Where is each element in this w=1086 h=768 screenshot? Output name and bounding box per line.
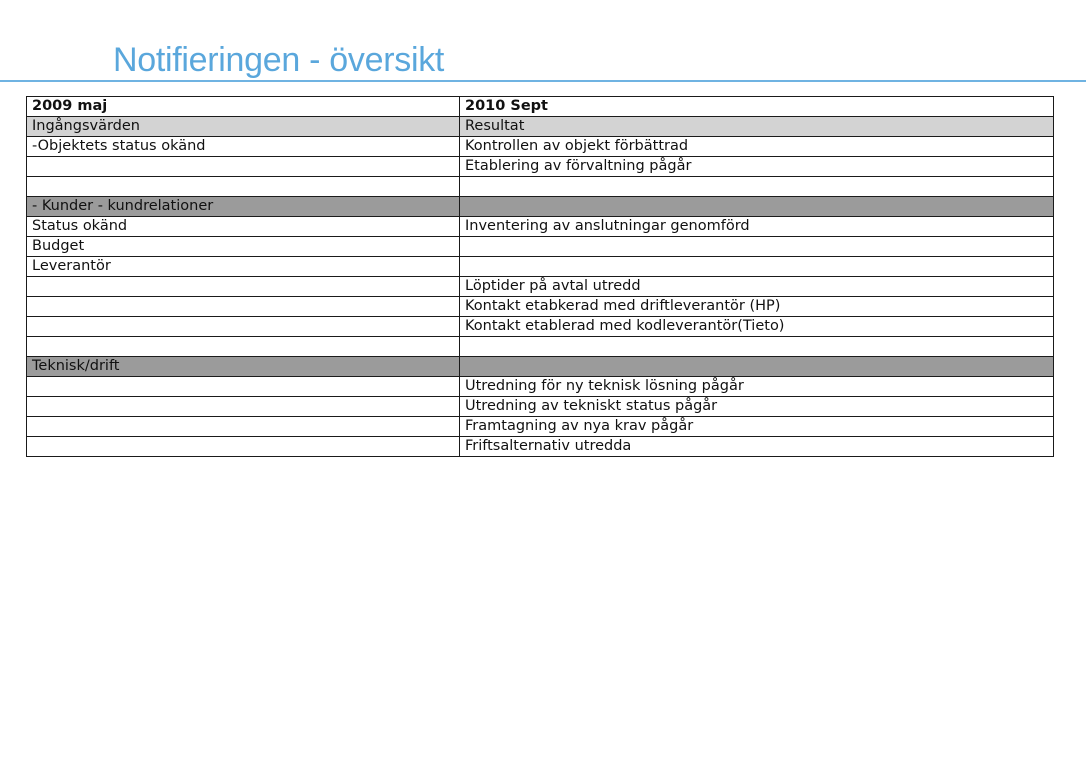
overview-table [26, 96, 1054, 457]
table-cell-2009 [27, 437, 460, 457]
table-cell-2010 [460, 257, 1054, 277]
table-cell-2009 [27, 377, 460, 397]
table-row [27, 257, 1054, 277]
page-title: Notifieringen - översikt [113, 41, 445, 79]
table-cell-2009 [27, 417, 460, 437]
table-cell-2009 [27, 177, 460, 197]
table-section-row [27, 197, 1054, 217]
table-cell-2009 [27, 337, 460, 357]
table-cell-2009 [27, 297, 460, 317]
table-cell-2009: Ingångsvärden [27, 117, 460, 137]
table-cell-2010: Resultat [460, 117, 1054, 137]
table-cell-2010: Inventering av anslutningar genomförd [460, 217, 1054, 237]
table-cell-2010 [460, 177, 1054, 197]
table-cell-2010: Kontrollen av objekt förbättrad [460, 137, 1054, 157]
table-header-row [27, 97, 1054, 117]
table-cell-2009 [27, 277, 460, 297]
table-cell-2009 [27, 317, 460, 337]
table-row [27, 237, 1054, 257]
table-row [27, 437, 1054, 457]
table-row [27, 397, 1054, 417]
table-row [27, 317, 1054, 337]
table-cell-2009: -Objektets status okänd [27, 137, 460, 157]
table-cell-2010 [460, 237, 1054, 257]
table-cell-2009: Status okänd [27, 217, 460, 237]
table-cell-2010: Kontakt etabkerad med driftleverantör (HP) [460, 297, 1054, 317]
table-cell-2009: 2009 maj [27, 97, 460, 117]
table-cell-2010: Utredning av tekniskt status pågår [460, 397, 1054, 417]
table-cell-2009 [27, 397, 460, 417]
table-cell-2009: Budget [27, 237, 460, 257]
table-row [27, 157, 1054, 177]
table-cell-2010: Utredning för ny teknisk lösning pågår [460, 377, 1054, 397]
table-cell-2010: Framtagning av nya krav pågår [460, 417, 1054, 437]
table-cell-2009: Teknisk/drift [27, 357, 460, 377]
table-row [27, 377, 1054, 397]
table-section-row [27, 357, 1054, 377]
table-row [27, 137, 1054, 157]
table-row-subheader [27, 117, 1054, 137]
table-cell-2010: Friftsalternativ utredda [460, 437, 1054, 457]
table-row [27, 417, 1054, 437]
table-cell-2009 [27, 157, 460, 177]
table-cell-2010 [460, 197, 1054, 217]
table-cell-2010: 2010 Sept [460, 97, 1054, 117]
table-cell-2010 [460, 357, 1054, 377]
table-row [27, 297, 1054, 317]
table-row [27, 217, 1054, 237]
table-row [27, 277, 1054, 297]
table-cell-2009: Leverantör [27, 257, 460, 277]
title-divider [0, 80, 1086, 82]
table-row [27, 337, 1054, 357]
table-cell-2010 [460, 337, 1054, 357]
table-cell-2010: Etablering av förvaltning pågår [460, 157, 1054, 177]
table-row [27, 177, 1054, 197]
table-cell-2010: Löptider på avtal utredd [460, 277, 1054, 297]
table-cell-2009: - Kunder - kundrelationer [27, 197, 460, 217]
table-cell-2010: Kontakt etablerad med kodleverantör(Tieto) [460, 317, 1054, 337]
